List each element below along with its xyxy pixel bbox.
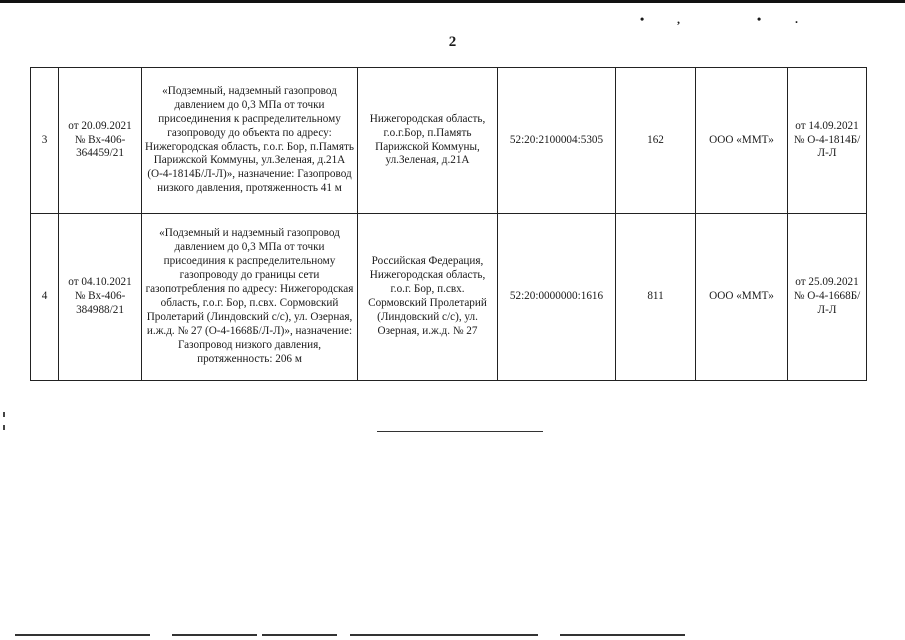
technical-conditions-ref: от 25.09.2021 № О-4-1668Б/Л-Л [788,214,867,381]
row-number: 4 [31,214,59,381]
area-value: 162 [616,68,696,214]
object-description: «Подземный, надземный газопровод давлением до 0,3 МПа от точки присоединения к распределительному газопроводу до объекта по адресу: Нижегородская область, г.о.г. Бор, п.Память Парижской Коммуны, ул.Зеленая, д.21А (О-4-1814Б/Л-Л)», назначение: Газопровод низкого давления, протяженность 41 м [142,68,358,214]
applicant-name: ООО «ММТ» [696,214,788,381]
page-number: 2 [448,34,457,50]
table-row [31,68,867,214]
scan-speck: , [677,12,680,26]
request-ref: от 04.10.2021 № Вх-406-384988/21 [59,214,142,381]
bottom-edge-line [350,634,538,636]
margin-mark [3,425,5,430]
request-ref: от 20.09.2021 № Вх-406-364459/21 [59,68,142,214]
object-description: «Подземный и надземный газопровод давлением до 0,3 МПа от точки присоединия к распределительному газопроводу до границы сети газопотребления по адресу: Нижегородская область, г.о.г. Бор, п.свх. Сормовский Пролетарий (Линдовский с/с), ул. Озерная, и.ж.д. № 27 (О-4-1668Б/Л-Л)», назначение: Газопровод низкого давления, протяженность: 206 м [142,214,358,381]
technical-conditions-ref: от 14.09.2021 № О-4-1814Б/Л-Л [788,68,867,214]
registry-table [30,67,867,381]
margin-mark [3,412,5,417]
bottom-edge-line [15,634,150,636]
cadastral-number: 52:20:0000000:1616 [498,214,616,381]
scan-speck: . [795,12,798,26]
bottom-edge-line [560,634,685,636]
scan-speck: • [757,12,762,26]
cadastral-number: 52:20:2100004:5305 [498,68,616,214]
row-number: 3 [31,68,59,214]
bottom-edge-line [172,634,257,636]
table-row [31,214,867,381]
top-edge-line [0,0,905,3]
applicant-name: ООО «ММТ» [696,68,788,214]
scan-speck: • [640,12,645,26]
area-value: 811 [616,214,696,381]
object-location: Российская Федерация, Нижегородская область, г.о.г. Бор, п.свх. Сормовский Пролетарий (Линдовский с/с), ул. Озерная, и.ж.д. № 27 [358,214,498,381]
end-of-table-rule [377,431,543,432]
object-location: Нижегородская область, г.о.г.Бор, п.Память Парижской Коммуны, ул.Зеленая, д.21А [358,68,498,214]
bottom-edge-line [262,634,337,636]
